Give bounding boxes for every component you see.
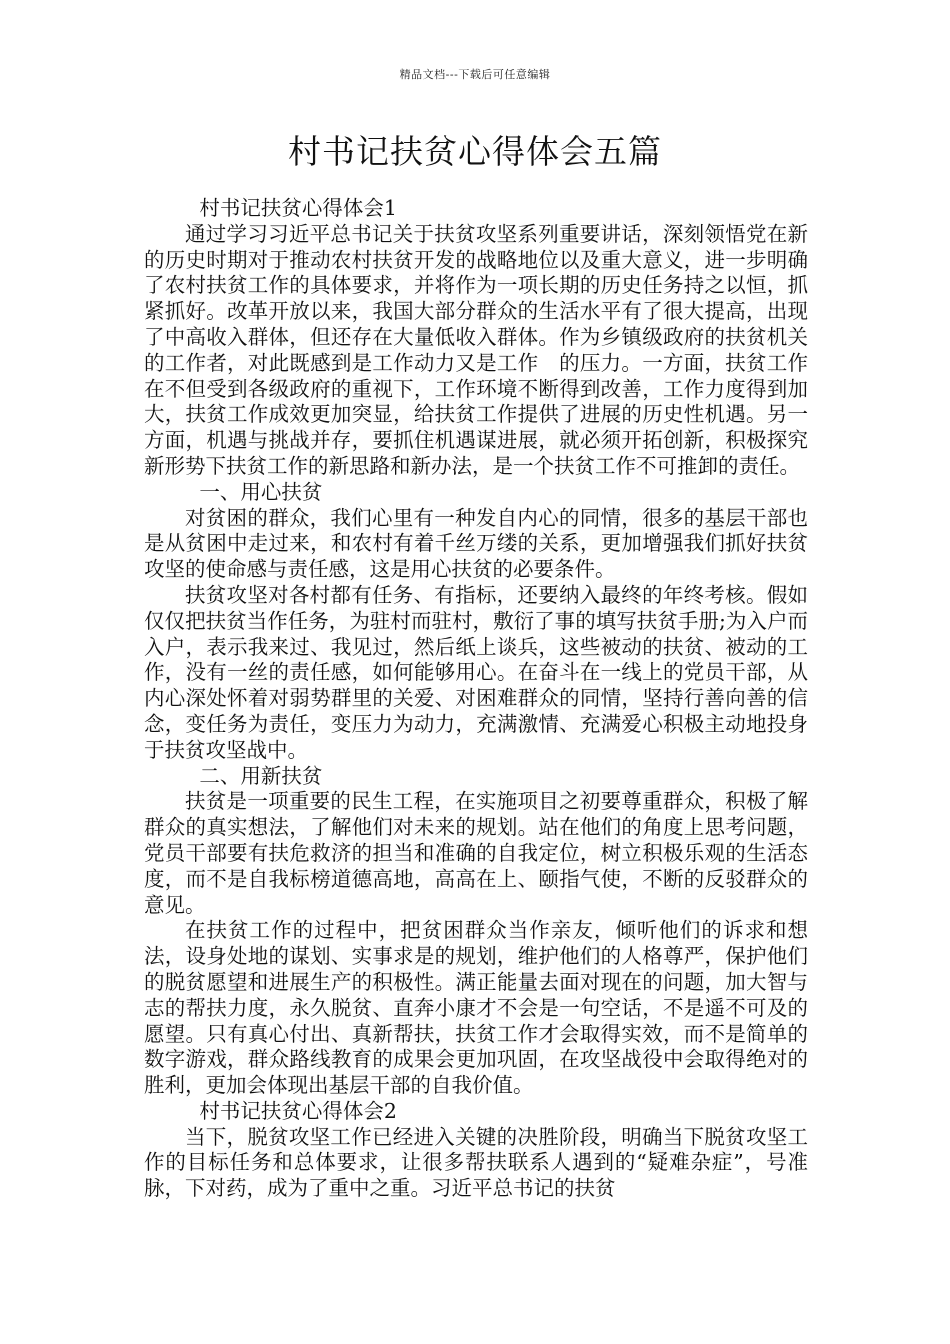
body-paragraph: 对贫困的群众，我们心里有一种发自内心的同情，很多的基层干部也是从贫困中走过来，和农村有着千丝万缕的关系，更加增强我们抓好扶贫攻坚的使命感与责任感，这是用心扶贫的必要条件。: [144, 505, 808, 582]
body-paragraph: 在扶贫工作的过程中，把贫困群众当作亲友，倾听他们的诉求和想法，设身处地的谋划、实事求是的规划，维护他们的人格尊严，保护他们的脱贫愿望和进展生产的积极性。满正能量去面对现在的问题，加大智与志的帮扶力度，永久脱贫、直奔小康才不会是一句空话，不是遥不可及的愿望。只有真心付出、真新帮扶，扶贫工作才会取得实效，而不是简单的数字游戏，群众路线教育的成果会更加巩固，在攻坚战役中会取得绝对的胜利，更加会体现出基层干部的自我价值。: [144, 918, 808, 1098]
section-heading: 二、用新扶贫: [199, 763, 323, 788]
body-paragraph: 扶贫是一项重要的民生工程，在实施项目之初要尊重群众，积极了解群众的真实想法，了解他们对未来的规划。站在他们的角度上思考问题，党员干部要有扶危救济的担当和准确的自我定位，树立积极乐观的生活态度，而不是自我标榜道德高地，高高在上、颐指气使，不断的反驳群众的意见。: [144, 789, 808, 917]
section-heading: 村书记扶贫心得体会2: [199, 1098, 397, 1123]
body-paragraph: 扶贫攻坚对各村都有任务、有指标，还要纳入最终的年终考核。假如仅仅把扶贫当作任务，为驻村而驻村，敷衍了事的填写扶贫手册;为入户而入户，表示我来过、我见过，然后纸上谈兵，这些被动的扶贫、被动的工作，没有一丝的责任感，如何能够用心。在奋斗在一线上的党员干部，从内心深处怀着对弱势群里的关爱、对困难群众的同情，坚持行善向善的信念，变任务为责任，变压力为动力，充满激情、充满爱心积极主动地投身于扶贫攻坚战中。: [144, 582, 808, 762]
section-heading: 一、用心扶贫: [199, 479, 323, 504]
body-paragraph: 通过学习习近平总书记关于扶贫攻坚系列重要讲话，深刻领悟党在新的历史时期对于推动农村扶贫开发的战略地位以及重大意义，进一步明确了农村扶贫工作的具体要求，并将作为一项长期的历史任务持之以恒，抓紧抓好。改革开放以来，我国大部分群众的生活水平有了很大提高，出现了中高收入群体，但还存在大量低收入群体。作为乡镇级政府的扶贫机关的工作者，对此既感到是工作动力又是工作 的压力。一方面，扶贫工作在不但受到各级政府的重视下，工作环境不断得到改善，工作力度得到加大，扶贫工作成效更加突显，给扶贫工作提供了进展的历史性机遇。另一方面，机遇与挑战并存，要抓住机遇谋进展，就必须开拓创新，积极探究新形势下扶贫工作的新思路和新办法，是一个扶贫工作不可推卸的责任。: [144, 221, 808, 478]
header-note: 精品文档---下载后可任意编辑: [399, 68, 551, 81]
section-heading: 村书记扶贫心得体会1: [199, 196, 397, 220]
document-body: [144, 196, 808, 1202]
body-paragraph: 当下，脱贫攻坚工作已经进入关键的决胜阶段，明确当下脱贫攻坚工作的目标任务和总体要求，让很多帮扶联系人遇到的“疑难杂症”，号准脉，下对药，成为了重中之重。习近平总书记的扶贫: [144, 1124, 808, 1201]
document-title: 村书记扶贫心得体会五篇: [288, 132, 662, 171]
